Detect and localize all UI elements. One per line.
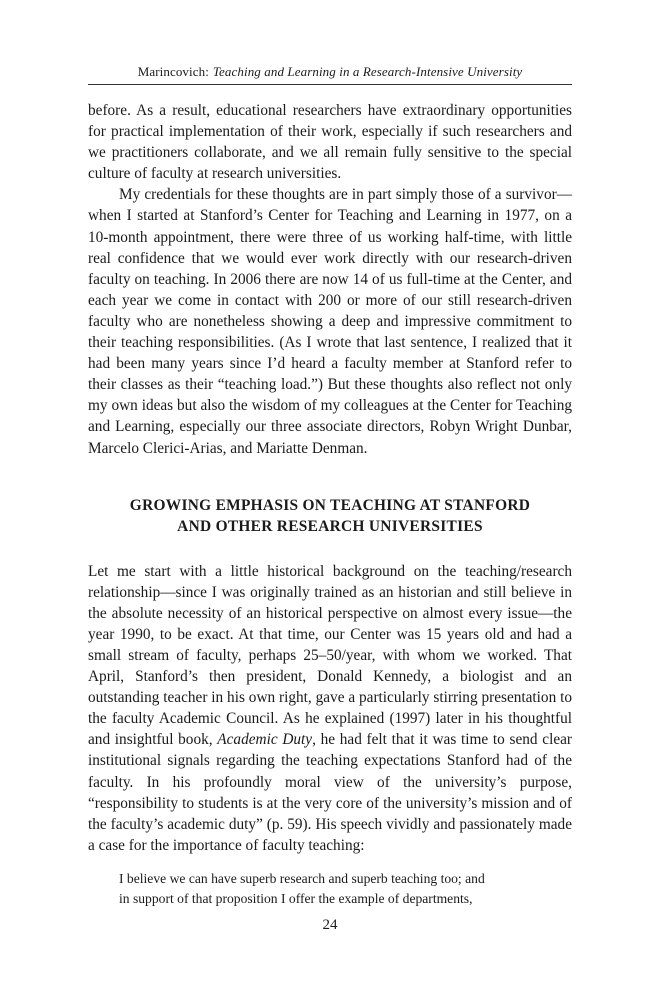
paragraph-3	[88, 561, 572, 856]
block-quote-line-1: I believe we can have superb research and superb teaching too; and	[119, 870, 485, 886]
block-quote-line-2: in support of that proposition I offer the example of departments,	[119, 890, 473, 906]
body-text	[88, 100, 572, 909]
header-rule	[88, 84, 572, 85]
book-title-academic-duty: Academic Duty	[217, 731, 313, 749]
section-heading-line-1: GROWING EMPHASIS ON TEACHING AT STANFORD	[129, 496, 531, 514]
page-number: 24	[322, 917, 338, 933]
section-heading	[88, 495, 572, 537]
running-head-author: Marincovich:	[137, 64, 209, 79]
paragraph-2: My credentials for these thoughts are in part simply those of a survivor—when I started at Stanford’s Center for Teaching and Learning in 1977, on a 10-month appointment, there were three of us working half-time, with little real confidence that we would ever work directly with our research-driven faculty on teaching. In 2006 there are now 14 of us full-time at the Center, and each year we come in contact with 200 or more of our still research-driven faculty who are nonetheless showing a deep and impressive commitment to their teaching responsibilities. (As I wrote that last sentence, I realized that it had been many years since I’d heard a faculty member at Stanford refer to their classes as their “teaching load.”) But these thoughts also reflect not only my own ideas but also the wisdom of my colleagues at the Center for Teaching and Learning, especially our three associate directors, Robyn Wright Dunbar, Marcelo Clerici-Arias, and Mariatte Denman.	[88, 186, 572, 457]
paragraph-1: before. As a result, educational researchers have extraordinary opportunities for practical implementation of their work, especially if such researchers and we practitioners collaborate, and we all remain fully sensitive to the special culture of faculty at research universities.	[88, 102, 572, 183]
paragraph-3-part-2: , he had felt that it was time to send clear institutional signals regarding the teaching expectations Stanford had of the faculty. In his profoundly moral view of the university’s purpose, “responsibility to students is at the very core of the university’s mission and of the faculty’s academic duty” (p. 59). His speech vividly and passionately made a case for the importance of faculty teaching:	[88, 731, 572, 854]
running-head	[88, 64, 572, 80]
running-head-title: Teaching and Learning in a Research-Intensive University	[212, 64, 523, 79]
book-page	[88, 0, 572, 1000]
section-heading-line-2: AND OTHER RESEARCH UNIVERSITIES	[177, 517, 483, 535]
paragraph-3-part-1: Let me start with a little historical background on the teaching/research relationship—since I was originally trained as an historian and still believe in the absolute necessity of an historical perspective on almost every issue—the year 1990, to be exact. At that time, our Center was 15 years old and had a small stream of faculty, perhaps 25–50/year, with whom we worked. That April, Stanford’s then president, Donald Kennedy, a biologist and an outstanding teacher in his own right, gave a particularly stirring presentation to the faculty Academic Council. As he explained (1997) later in his thoughtful and insightful book,	[88, 562, 572, 749]
block-quote	[119, 869, 572, 909]
